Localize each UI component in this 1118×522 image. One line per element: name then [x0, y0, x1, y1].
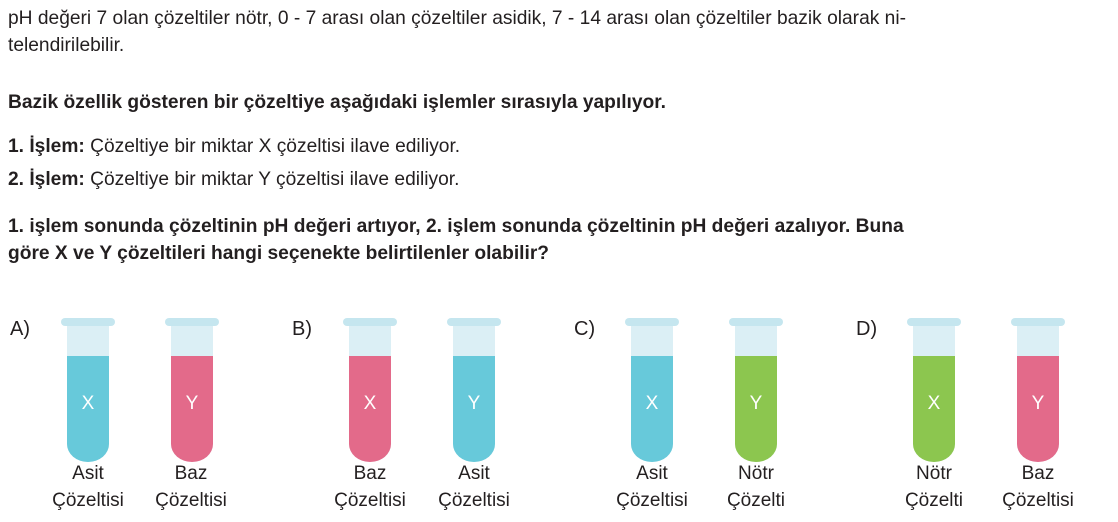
intro-line-1: pH değeri 7 olan çözeltiler nötr, 0 - 7 arası olan çözeltiler asidik, 7 - 14 arası olan çözeltiler bazik olarak ni- [8, 8, 906, 29]
test-tube-icon [625, 318, 679, 464]
option-c-letter[interactable]: C) [574, 318, 596, 340]
test-tube-icon [1011, 318, 1065, 464]
tube-letter: X [81, 393, 95, 414]
option-b-y-label [424, 460, 524, 514]
option-b-y-label-1: Asit [458, 463, 490, 484]
option-a-x-label-2: Çözeltisi [52, 490, 124, 511]
test-tube-icon [447, 318, 501, 464]
option-b-letter[interactable]: B) [292, 318, 312, 340]
question-prompt-line-2: göre X ve Y çözeltileri hangi seçenekte belirtilenler olabilir? [8, 243, 550, 264]
tube-rim [343, 318, 397, 326]
tube-letter: X [645, 393, 659, 414]
option-d-letter[interactable]: D) [856, 318, 878, 340]
tube-letter: X [927, 393, 941, 414]
question-prompt-line-1: 1. işlem sonunda çözeltinin pH değeri artıyor, 2. işlem sonunda çözeltinin pH değeri azalıyor. Buna [8, 216, 904, 237]
option-c-x-label [602, 460, 702, 514]
option-d-tube-x [907, 318, 961, 464]
tube-rim [907, 318, 961, 326]
option-a-letter[interactable]: A) [10, 318, 30, 340]
option-a-x-label-1: Asit [72, 463, 104, 484]
option-c-tube-y [729, 318, 783, 464]
question-prompt [8, 213, 1108, 267]
option-a-x-label [38, 460, 138, 514]
intro-paragraph [8, 5, 1108, 59]
option-d-x-label-2: Çözelti [904, 490, 964, 511]
option-a-y-label-2: Çözeltisi [155, 490, 227, 511]
option-c-y-label-2: Çözelti [726, 490, 786, 511]
option-b-tube-x [343, 318, 397, 464]
option-c-y-label-1: Nötr [738, 463, 774, 484]
option-c-x-label-2: Çözeltisi [616, 490, 688, 511]
tube-letter: X [363, 393, 377, 414]
step-2-text: Çözeltiye bir miktar Y çözeltisi ilave ediliyor. [84, 169, 460, 190]
tube-letter: Y [467, 393, 481, 414]
option-a-y-label [141, 460, 241, 514]
option-b-x-label-1: Baz [353, 463, 387, 484]
option-d-tube-y [1011, 318, 1065, 464]
option-b-x-label-2: Çözeltisi [334, 490, 406, 511]
option-d-x-label-1: Nötr [916, 463, 952, 484]
option-a-tube-y [165, 318, 219, 464]
step-1-text: Çözeltiye bir miktar X çözeltisi ilave ediliyor. [84, 136, 461, 157]
option-d-y-label-2: Çözeltisi [1002, 490, 1074, 511]
step-2-label: 2. İşlem: [8, 169, 85, 190]
tube-rim [61, 318, 115, 326]
option-d-y-label-1: Baz [1021, 463, 1055, 484]
test-tube-icon [907, 318, 961, 464]
test-tube-icon [61, 318, 115, 464]
option-c-tube-x [625, 318, 679, 464]
option-a-y-label-1: Baz [174, 463, 208, 484]
option-a-tube-x [61, 318, 115, 464]
tube-rim [729, 318, 783, 326]
tube-rim [1011, 318, 1065, 326]
option-c-x-label-1: Asit [636, 463, 668, 484]
option-d-x-label [884, 460, 984, 514]
tube-rim [447, 318, 501, 326]
test-tube-icon [343, 318, 397, 464]
step-2 [8, 166, 459, 193]
tube-rim [165, 318, 219, 326]
tube-letter: Y [749, 393, 763, 414]
option-b-y-label-2: Çözeltisi [438, 490, 510, 511]
intro-line-2: telendirilebilir. [8, 35, 125, 56]
option-b-x-label [320, 460, 420, 514]
tube-letter: Y [185, 393, 199, 414]
step-1 [8, 133, 460, 160]
tube-letter: Y [1031, 393, 1045, 414]
question-stem: Bazik özellik gösteren bir çözeltiye aşağıdaki işlemler sırasıyla yapılıyor. [8, 92, 667, 113]
option-b-tube-y [447, 318, 501, 464]
option-c-y-label [706, 460, 806, 514]
test-tube-icon [729, 318, 783, 464]
test-tube-icon [165, 318, 219, 464]
option-d-y-label [988, 460, 1088, 514]
tube-rim [625, 318, 679, 326]
step-1-label: 1. İşlem: [8, 136, 85, 157]
